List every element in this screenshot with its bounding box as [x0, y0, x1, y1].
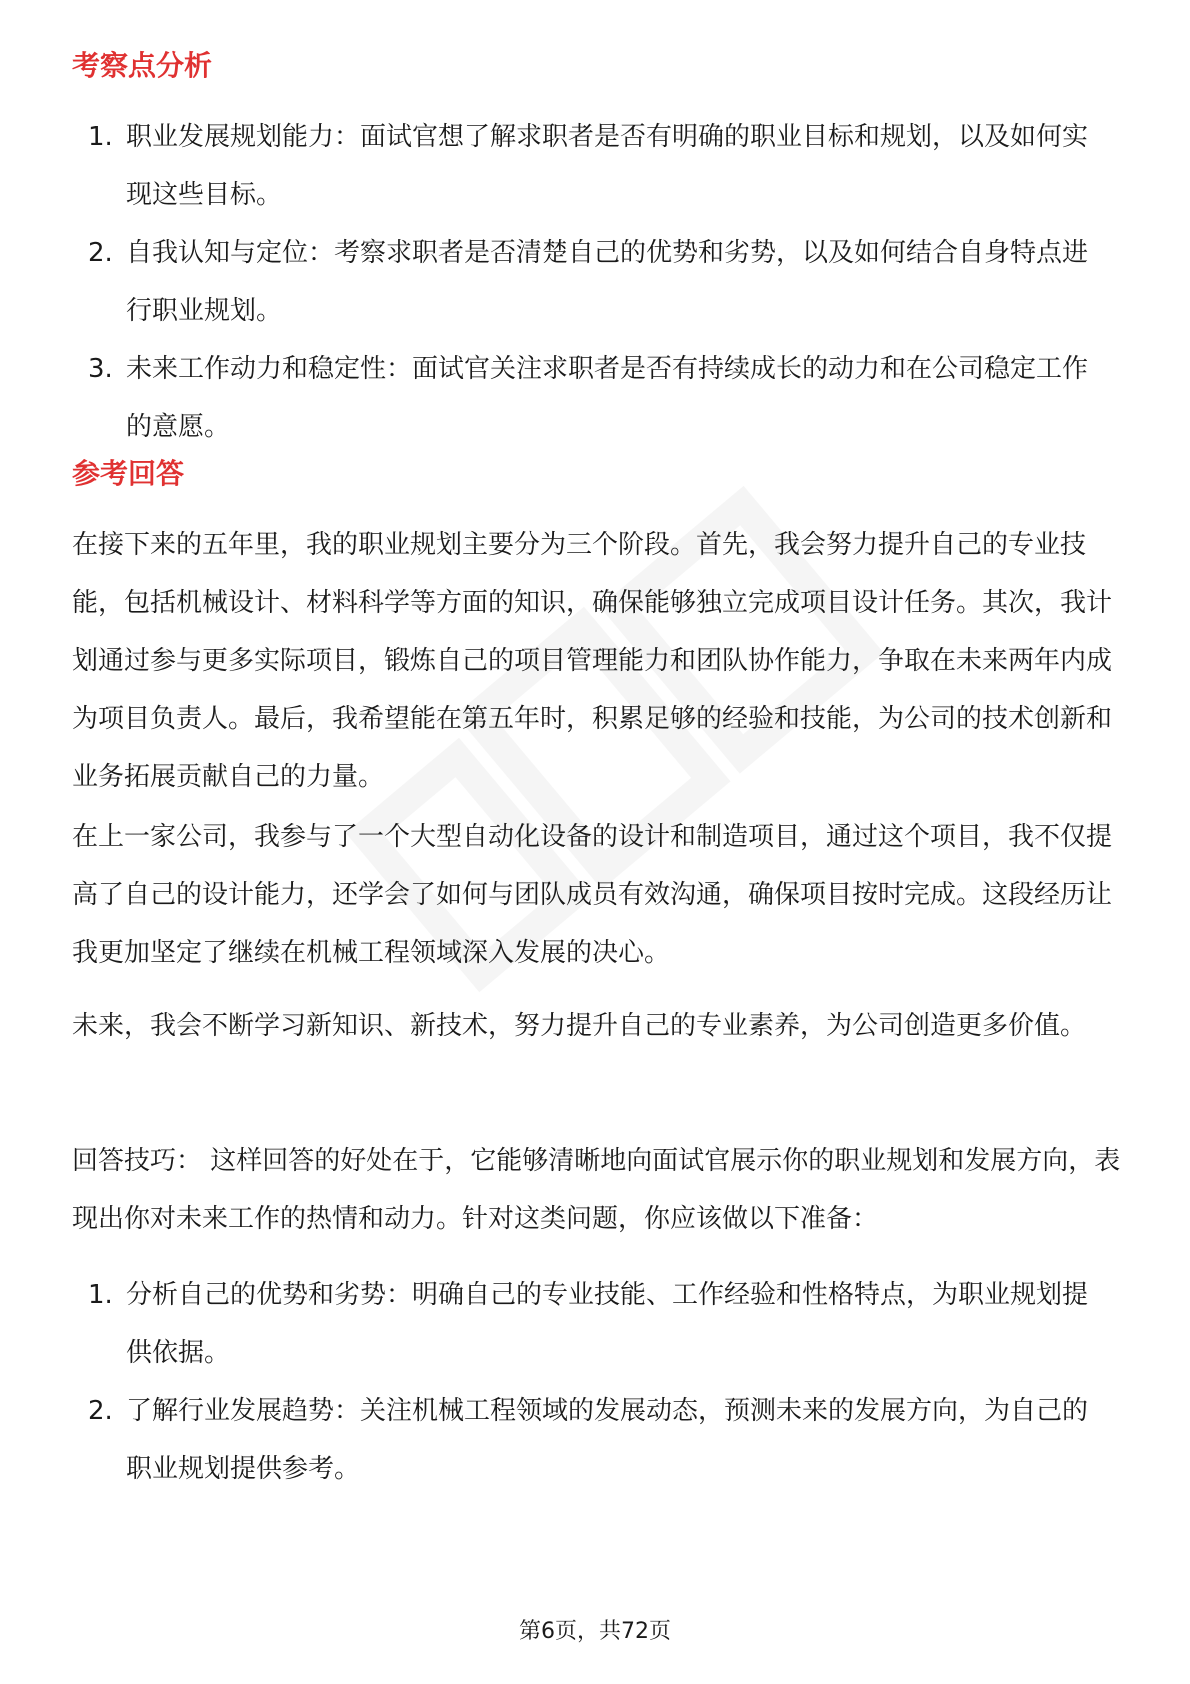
page-number-footer: 第6页，共72页 — [519, 1619, 671, 1644]
list-item — [72, 224, 1112, 340]
tips-intro-paragraph: 回答技巧： 这样回答的好处在于，它能够清晰地向面试官展示你的职业规划和发展方向，表现出你对未来工作的热情和动力。针对这类问题，你应该做以下准备： — [72, 1146, 1121, 1234]
list-text: 职业发展规划能力：面试官想了解求职者是否有明确的职业目标和规划，以及如何实现这些目标。 — [126, 122, 1089, 210]
list-item — [72, 1382, 1112, 1498]
analysis-list — [72, 108, 1112, 456]
list-number: 1. — [88, 122, 113, 152]
list-text: 了解行业发展趋势：关注机械工程领域的发展动态，预测未来的发展方向，为自己的职业规划提供参考。 — [126, 1396, 1089, 1484]
list-text: 自我认知与定位：考察求职者是否清楚自己的优势和劣势，以及如何结合自身特点进行职业规划。 — [126, 238, 1089, 326]
list-number: 2. — [88, 238, 113, 268]
answer-paragraph: 未来，我会不断学习新知识、新技术，努力提升自己的专业素养，为公司创造更多价值。 — [72, 1011, 1087, 1041]
list-number: 3. — [88, 354, 113, 384]
list-item — [72, 340, 1112, 456]
section-heading-answer: 参考回答 — [72, 457, 185, 490]
list-text: 分析自己的优势和劣势：明确自己的专业技能、工作经验和性格特点，为职业规划提供依据。 — [126, 1280, 1089, 1368]
answer-paragraph: 在上一家公司，我参与了一个大型自动化设备的设计和制造项目，通过这个项目，我不仅提高了自己的设计能力，还学会了如何与团队成员有效沟通，确保项目按时完成。这段经历让我更加坚定了继续在机械工程领域深入发展的决心。 — [72, 822, 1113, 968]
list-text: 未来工作动力和稳定性：面试官关注求职者是否有持续成长的动力和在公司稳定工作的意愿。 — [126, 354, 1089, 442]
list-number: 2. — [88, 1396, 113, 1426]
list-number: 1. — [88, 1280, 113, 1310]
list-item — [72, 108, 1112, 224]
tips-list — [72, 1266, 1112, 1498]
section-heading-analysis: 考察点分析 — [72, 49, 213, 82]
list-item — [72, 1266, 1112, 1382]
answer-paragraph: 在接下来的五年里，我的职业规划主要分为三个阶段。首先，我会努力提升自己的专业技能，包括机械设计、材料科学等方面的知识，确保能够独立完成项目设计任务。其次，我计划通过参与更多实际项目，锻炼自己的项目管理能力和团队协作能力，争取在未来两年内成为项目负责人。最后，我希望能在第五年时，积累足够的经验和技能，为公司的技术创新和业务拓展贡献自己的力量。 — [72, 530, 1113, 792]
